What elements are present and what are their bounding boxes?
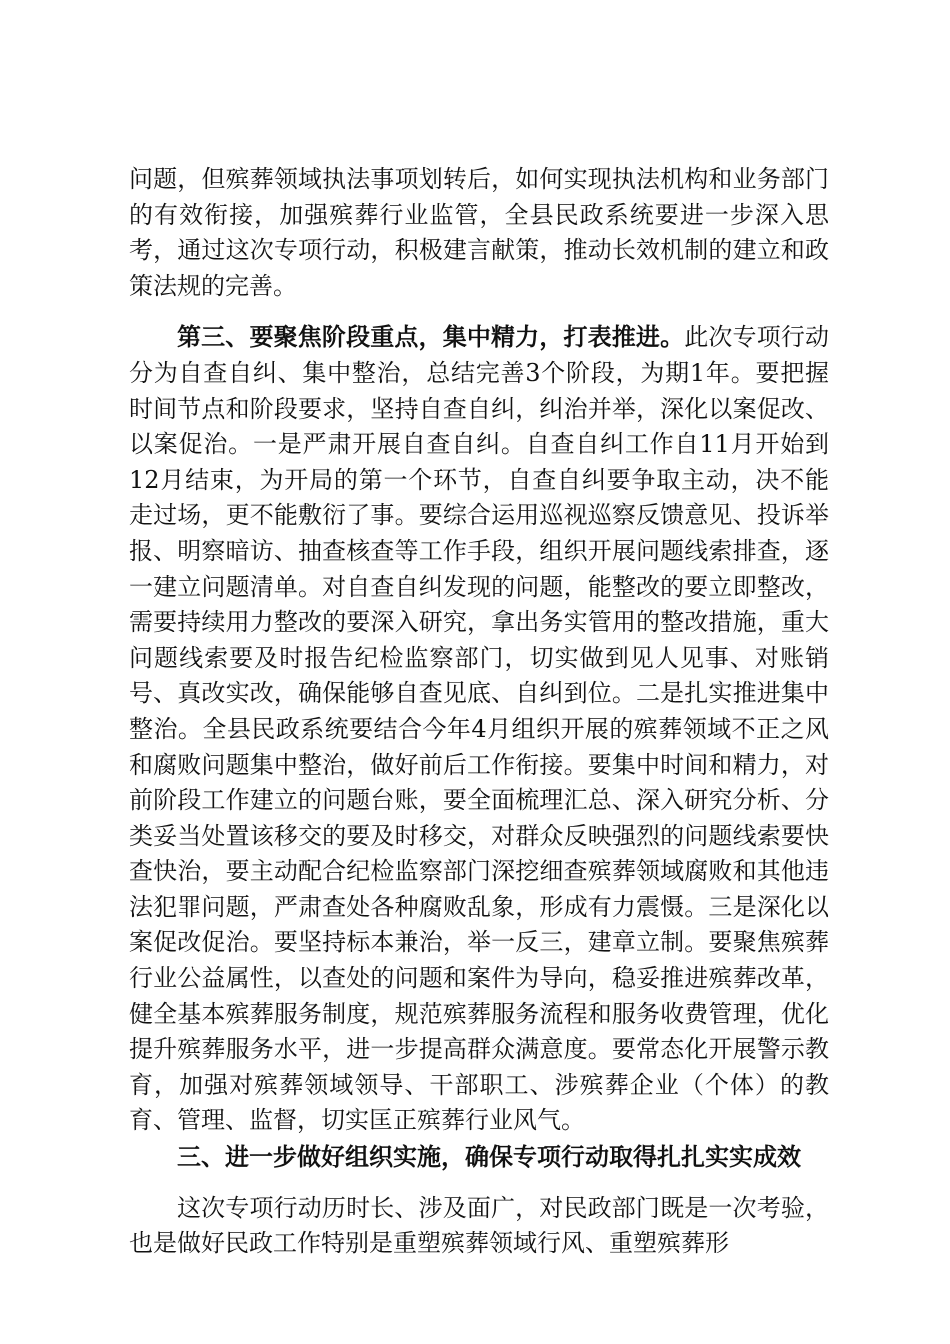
document-page xyxy=(129,162,829,1262)
paragraph-2 xyxy=(129,319,829,1139)
paragraph-3: 这次专项行动历时长、涉及面广，对民政部门既是一次考验，也是做好民政工作特别是重塑殡葬领域行风、重塑殡葬形 xyxy=(129,1193,829,1258)
paragraph-1: 问题，但殡葬领域执法事项划转后，如何实现执法机构和业务部门的有效衔接，加强殡葬行业监管，全县民政系统要进一步深入思考，通过这次专项行动，积极建言献策，推动长效机制的建立和政策法规的完善。 xyxy=(129,165,829,300)
section-heading-3: 三、进一步做好组织实施，确保专项行动取得扎扎实实成效 xyxy=(177,1142,801,1172)
paragraph-2-body: 此次专项行动分为自查自纠、集中整治，总结完善3个阶段，为期1年。要把握时间节点和阶段要求，坚持自查自纠，纠治并举，深化以案促改、以案促治。一是严肃开展自查自纠。自查自纠工作自11月开始到12月结束，为开局的第一个环节，自查自纠要争取主动，决不能走过场，更不能敷衍了事。要综合运用巡视巡察反馈意见、投诉举报、明察暗访、抽查核查等工作手段，组织开展问题线索排查，逐一建立问题清单。对自查自纠发现的问题，能整改的要立即整改，需要持续用力整改的要深入研究，拿出务实管用的整改措施，重大问题线索要及时报告纪检监察部门，切实做到见人见事、对账销号、真改实改，确保能够自查见底、自纠到位。二是扎实推进集中整治。全县民政系统要结合今年4月组织开展的殡葬领域不正之风和腐败问题集中整治，做好前后工作衔接。要集中时间和精力，对前阶段工作建立的问题台账，要全面梳理汇总、深入研究分析、分类妥当处置该移交的要及时移交，对群众反映强烈的问题线索要快查快治，要主动配合纪检监察部门深挖细查殡葬领域腐败和其他违法犯罪问题，严肃查处各种腐败乱象，形成有力震慑。三是深化以案促改促治。要坚持标本兼治，举一反三，建章立制。要聚焦殡葬行业公益属性，以查处的问题和案件为导向，稳妥推进殡葬改革，健全基本殡葬服务制度，规范殡葬服务流程和服务收费管理，优化提升殡葬服务水平，进一步提高群众满意度。要常态化开展警示教育，加强对殡葬领域领导、干部职工、涉殡葬企业（个体）的教育、管理、监督，切实匡正殡葬行业风气。 xyxy=(129,323,830,1135)
paragraph-2-lead: 第三、要聚焦阶段重点，集中精力，打表推进。 xyxy=(177,322,685,352)
